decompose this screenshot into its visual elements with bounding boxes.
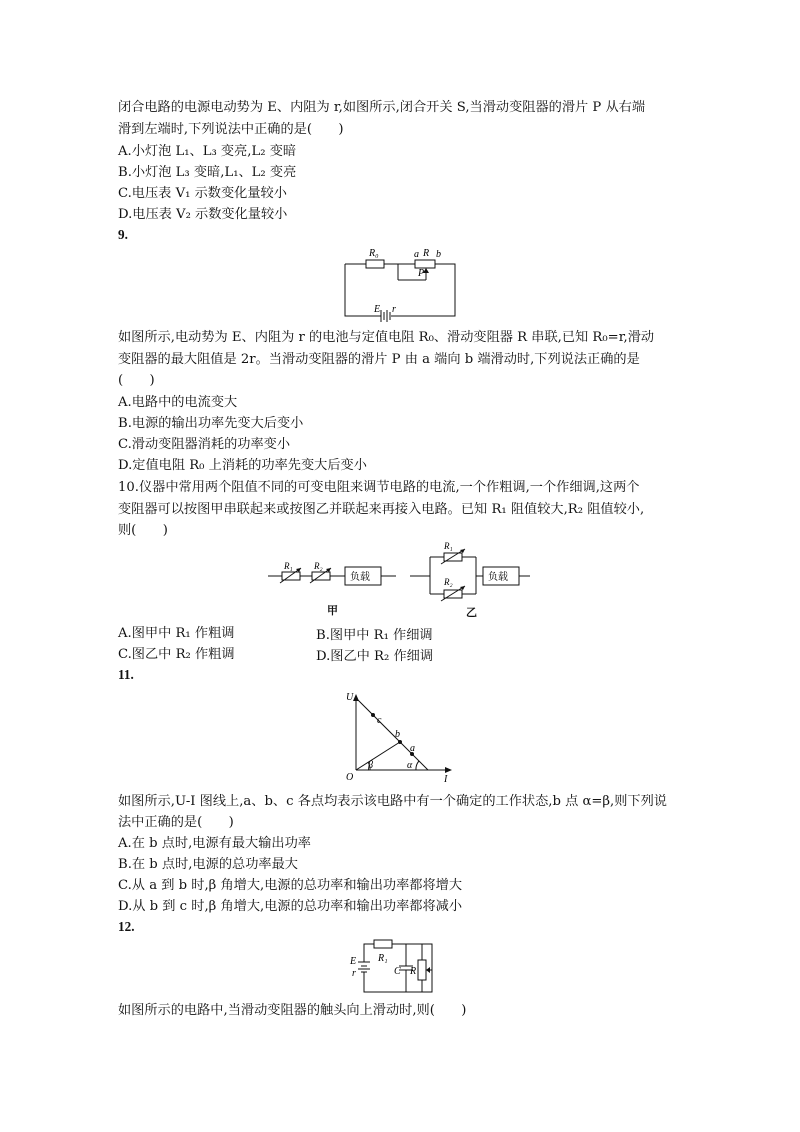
q10-caption-yi: 乙: [466, 606, 477, 619]
q11-angle-beta: β: [368, 760, 373, 771]
q9-label-e: E: [374, 304, 381, 315]
q10-parallel-label-r2: R₂: [444, 577, 453, 587]
q9-label-rint: r: [392, 304, 396, 315]
q11-option-c: C.从 a 到 b 时,β 角增大,电源的总功率和输出功率都将增大: [118, 878, 463, 893]
q11-stem-line2: 法中正确的是( ): [118, 815, 234, 830]
q12-label-c: C: [394, 966, 401, 977]
q11-number: 11.: [118, 667, 134, 682]
q10-series-load: 负载: [350, 572, 370, 583]
q10-stem-line2: 变阻器可以按图甲串联起来或按图乙并联起来再接入电路。已知 R₁ 阻值较大,R₂ 阻值较小,: [118, 502, 645, 517]
q10-figure-series: [268, 560, 398, 590]
q8-option-c: C.电压表 V₁ 示数变化量较小: [118, 186, 287, 201]
q9-stem-line1: 如图所示,电动势为 E、内阻为 r 的电池与定值电阻 R₀、滑动变阻器 R 串联,已知 R₀=r,滑动: [118, 330, 655, 345]
q9-label-r: R: [423, 248, 430, 259]
q9-option-a: A.电路中的电流变大: [118, 395, 238, 410]
q12-label-e: E: [350, 956, 357, 967]
q12-stem-line1: 如图所示的电路中,当滑动变阻器的触头向上滑动时,则( ): [118, 1003, 467, 1018]
q9-number: 9.: [118, 227, 128, 242]
q8-stem-line1: 闭合电路的电源电动势为 E、内阻为 r,如图所示,闭合开关 S,当滑动变阻器的滑片 P 从右端: [118, 100, 646, 115]
q12-label-rvar: R: [410, 966, 417, 977]
q9-label-p: P: [418, 268, 425, 279]
q10-stem-line1: 10.仪器中常用两个阻值不同的可变电阻来调节电路的电流,一个作粗调,一个作细调,这两个: [118, 480, 640, 495]
q9-stem-line2: 变阻器的最大阻值是 2r。当滑动变阻器的滑片 P 由 a 端向 b 端滑动时,下列说法正确的是: [118, 352, 640, 367]
q11-origin-o: O: [346, 772, 354, 783]
q10-option-b: B.图甲中 R₁ 作细调: [316, 628, 433, 643]
q9-label-r0: R₀: [369, 248, 379, 259]
q10-series-label-r1: R₁: [284, 561, 293, 571]
q11-option-b: B.在 b 点时,电源的总功率最大: [118, 857, 298, 872]
q12-circuit-diagram: [350, 936, 450, 998]
q10-parallel-label-r1: R₁: [444, 541, 453, 551]
q9-label-a: a: [414, 249, 419, 260]
q9-option-d: D.定值电阻 R₀ 上消耗的功率先变大后变小: [118, 458, 367, 473]
q10-figure-parallel: [410, 540, 532, 602]
q10-option-a: A.图甲中 R₁ 作粗调: [118, 626, 235, 641]
q12-number: 12.: [118, 919, 135, 934]
q9-circuit-diagram: [340, 244, 460, 320]
q12-label-r1: R₁: [378, 953, 388, 964]
q11-ui-graph: [340, 690, 455, 785]
q8-option-a: A.小灯泡 L₁、L₃ 变亮,L₂ 变暗: [118, 144, 297, 159]
q11-axis-u: U: [346, 692, 354, 703]
q10-series-label-r2: R₂: [314, 561, 323, 571]
q11-axis-i: I: [444, 774, 448, 785]
q9-stem-line3: ( ): [118, 373, 155, 388]
q10-option-d: D.图乙中 R₂ 作细调: [316, 649, 434, 664]
q10-parallel-load: 负载: [488, 572, 508, 583]
q11-stem-line1: 如图所示,U-I 图线上,a、b、c 各点均表示该电路中有一个确定的工作状态,b 点 α=β,则下列说: [118, 794, 667, 809]
q10-option-c: C.图乙中 R₂ 作粗调: [118, 647, 235, 662]
q11-point-b: b: [395, 729, 400, 740]
q9-label-b: b: [436, 249, 441, 260]
q8-option-d: D.电压表 V₂ 示数变化量较小: [118, 207, 288, 222]
q12-label-r: r: [352, 968, 356, 979]
q8-option-b: B.小灯泡 L₃ 变暗,L₁、L₂ 变亮: [118, 165, 297, 180]
q11-option-a: A.在 b 点时,电源有最大输出功率: [118, 836, 311, 851]
q9-option-b: B.电源的输出功率先变大后变小: [118, 416, 304, 431]
q10-caption-jia: 甲: [327, 604, 338, 617]
q11-angle-alpha: α: [407, 760, 413, 771]
q10-stem-line3: 则( ): [118, 523, 168, 538]
q11-point-c: c: [377, 715, 382, 726]
q9-option-c: C.滑动变阻器消耗的功率变小: [118, 437, 291, 452]
q11-point-a: a: [410, 743, 415, 754]
q11-option-d: D.从 b 到 c 时,β 角增大,电源的总功率和输出功率都将减小: [118, 899, 463, 914]
q8-stem-line2: 滑到左端时,下列说法中正确的是( ): [118, 122, 344, 137]
